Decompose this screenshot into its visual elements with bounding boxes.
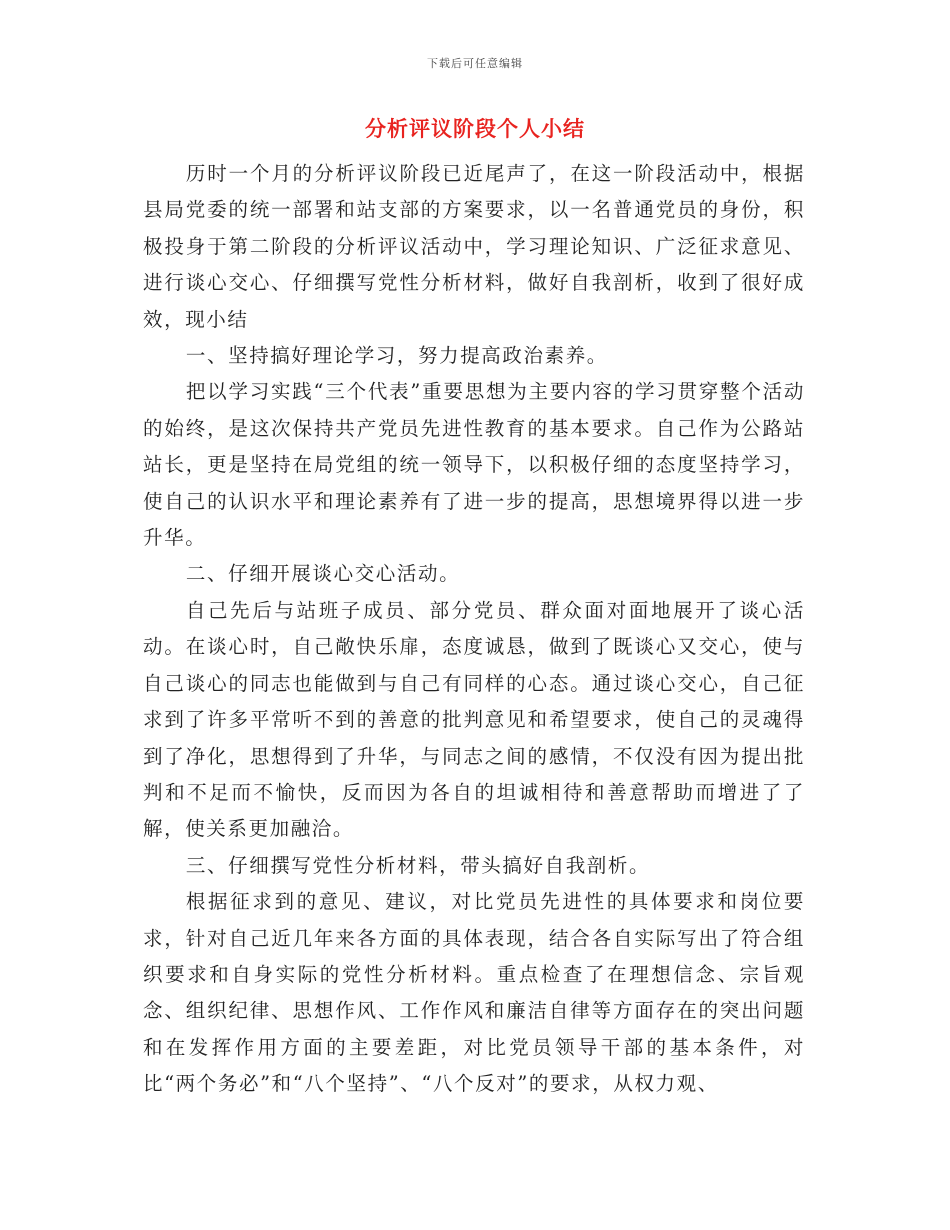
paragraph-intro: 历时一个月的分析评议阶段已近尾声了，在这一阶段活动中，根据县局党委的统一部署和站支部的方案要求，以一名普通党员的身份，积极投身于第二阶段的分析评议活动中，学习理论知识、广泛征求意见、进行谈心交心、仔细撰写党性分析材料，做好自我剖析，收到了很好成效，现小结 <box>143 162 805 331</box>
section-heading-3: 三、仔细撰写党性分析材料，带头搞好自我剖析。 <box>185 853 651 877</box>
header-note: 下载后可任意编辑 <box>427 57 523 70</box>
paragraph-section-2: 自己先后与站班子成员、部分党员、群众面对面地展开了谈心活动。在谈心时，自己敞快乐扉，态度诚恳，做到了既谈心又交心，使与自己谈心的同志也能做到与自己有同样的心态。通过谈心交心，自己征求到了许多平常听不到的善意的批判意见和希望要求，使自己的灵魂得到了净化，思想得到了升华，与同志之间的感情，不仅没有因为提出批判和不足而不愉快，反而因为各自的坦诚相待和善意帮助而增进了了解，使关系更加融洽。 <box>143 598 805 841</box>
document-title: 分析评议阶段个人小结 <box>365 116 585 141</box>
section-heading-2: 二、仔细开展谈心交心活动。 <box>185 562 461 586</box>
paragraph-section-1: 把以学习实践“三个代表”重要思想为主要内容的学习贯穿整个活动的始终，是这次保持共产党员先进性教育的基本要求。自己作为公路站站长，更是坚持在局党组的统一领导下，以积极仔细的态度坚持学习，使自己的认识水平和理论素养有了进一步的提高，思想境界得以进一步升华。 <box>143 380 805 550</box>
section-heading-1: 一、坚持搞好理论学习，努力提高政治素养。 <box>185 344 608 368</box>
paragraph-section-3: 根据征求到的意见、建议，对比党员先进性的具体要求和岗位要求，针对自己近几年来各方面的具体表现，结合各自实际写出了符合组织要求和自身实际的党性分析材料。重点检查了在理想信念、宗旨观念、组织纪律、思想作风、工作作风和廉洁自律等方面存在的突出问题和在发挥作用方面的主要差距，对比党员领导干部的基本条件，对比“两个务必”和“八个坚持”、“八个反对”的要求，从权力观、 <box>143 890 805 1096</box>
document-body <box>143 156 805 1103</box>
